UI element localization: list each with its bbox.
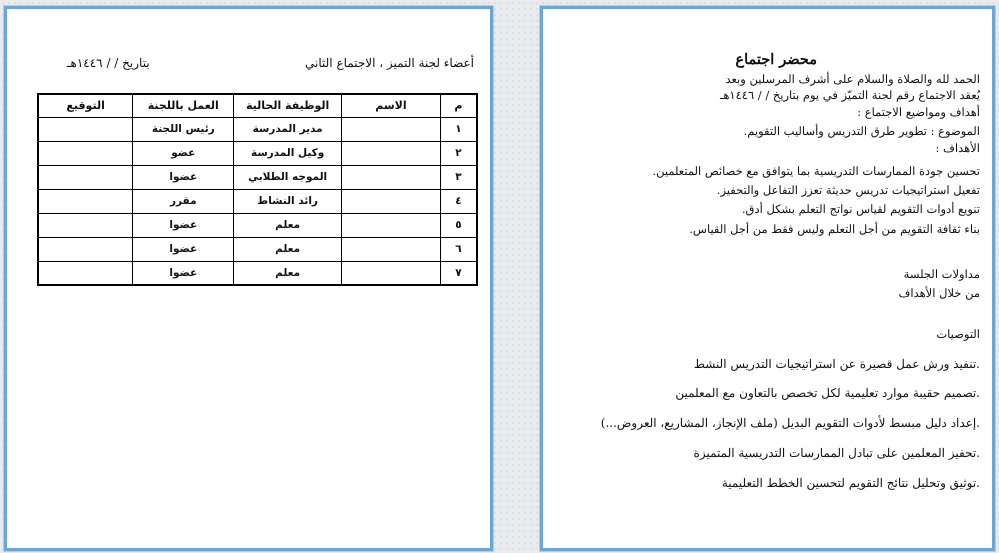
row-number: ٥: [440, 213, 477, 237]
member-job-cell: وكيل المدرسة: [234, 141, 342, 165]
recommendation-item: .تنفيذ ورش عمل قصيرة عن استراتيجيات التدريس النشط: [693, 357, 980, 371]
signature-cell[interactable]: [38, 117, 133, 141]
recommendation-item: .إعداد دليل مبسط لأدوات التقويم البديل (ملف الإنجاز، المشاريع، العروض...): [600, 416, 980, 430]
table-row: [38, 165, 477, 189]
row-number: ٦: [440, 237, 477, 261]
recommendation-item: .توثيق وتحليل نتائج التقويم لتحسين الخطط التعليمية: [721, 476, 980, 490]
member-job-cell: معلم: [234, 237, 342, 261]
deliberations-heading: مداولات الجلسة: [903, 267, 980, 281]
signature-cell[interactable]: [38, 141, 133, 165]
member-name-cell[interactable]: [341, 261, 440, 285]
member-role-cell: رئيس اللجنة: [133, 117, 234, 141]
table-row: [38, 117, 477, 141]
signature-cell[interactable]: [38, 213, 133, 237]
header-committee-role: العمل باللجنة: [133, 94, 234, 117]
members-table: [37, 93, 478, 286]
table-row: [38, 141, 477, 165]
table-row: [38, 213, 477, 237]
recommendation-item: .تصميم حقيبة موارد تعليمية لكل تخصص بالتعاون مع المعلمين: [675, 386, 980, 400]
recommendation-item: .تحفيز المعلمين على تبادل الممارسات التدريسية المتميزة: [693, 446, 980, 460]
signature-cell[interactable]: [38, 189, 133, 213]
meeting-info-line: يُعقد الاجتماع رقم لجنة التميّز في يوم بتاريخ / / ١٤٤٦هـ: [719, 88, 980, 102]
header-number: م: [440, 94, 477, 117]
header-job: الوظيفة الحالية: [234, 94, 342, 117]
row-number: ٣: [440, 165, 477, 189]
signature-cell[interactable]: [38, 261, 133, 285]
goal-item: تحسين جودة الممارسات التدريسية بما يتوافق مع خصائص المتعلمين.: [652, 164, 980, 178]
committee-title: أعضاء لجنة التميز ، الاجتماع الثاني: [305, 56, 474, 70]
member-job-cell: رائد النشاط: [234, 189, 342, 213]
goal-item: بناء ثقافة التقويم من أجل التعلم وليس فقط من أجل القياس.: [689, 222, 980, 236]
member-job-cell: الموجه الطلابي: [234, 165, 342, 189]
table-row: [38, 189, 477, 213]
members-page: [4, 6, 493, 551]
member-role-cell: مقرر: [133, 189, 234, 213]
member-name-cell[interactable]: [341, 117, 440, 141]
deliberations-text: من خلال الأهداف: [898, 286, 980, 300]
member-name-cell[interactable]: [341, 213, 440, 237]
table-header-row: [38, 94, 477, 117]
member-name-cell[interactable]: [341, 189, 440, 213]
agenda-heading: أهداف ومواضيع الاجتماع :: [857, 105, 980, 119]
row-number: ١: [440, 117, 477, 141]
signature-cell[interactable]: [38, 165, 133, 189]
member-role-cell: عضوا: [133, 165, 234, 189]
member-name-cell[interactable]: [341, 165, 440, 189]
row-number: ٤: [440, 189, 477, 213]
row-number: ٧: [440, 261, 477, 285]
member-job-cell: مدير المدرسة: [234, 117, 342, 141]
member-name-cell[interactable]: [341, 237, 440, 261]
minutes-title: محضر اجتماع: [735, 51, 817, 68]
recommendations-heading: التوصيات: [936, 327, 980, 341]
member-role-cell: عضوا: [133, 237, 234, 261]
signature-cell[interactable]: [38, 237, 133, 261]
table-row: [38, 261, 477, 285]
goal-item: تفعيل استراتيجيات تدريس حديثة تعزز التفاعل والتحفيز.: [716, 183, 980, 197]
table-row: [38, 237, 477, 261]
row-number: ٢: [440, 141, 477, 165]
member-role-cell: عضوا: [133, 213, 234, 237]
member-role-cell: عضو: [133, 141, 234, 165]
header-name: الاسم: [341, 94, 440, 117]
member-job-cell: معلم: [234, 261, 342, 285]
member-name-cell[interactable]: [341, 141, 440, 165]
member-job-cell: معلم: [234, 213, 342, 237]
goals-heading: الأهداف :: [935, 141, 980, 155]
minutes-page: [540, 6, 995, 551]
goal-item: تنويع أدوات التقويم لقياس نواتج التعلم بشكل أدق.: [741, 202, 980, 216]
header-signature: التوقيع: [38, 94, 133, 117]
topic-line: الموضوع : تطوير طرق التدريس وأساليب التقويم.: [743, 124, 980, 138]
opening-line: الحمد لله والصلاة والسلام على أشرف المرسلين وبعد: [725, 72, 980, 86]
members-header: [67, 56, 474, 70]
member-role-cell: عضوا: [133, 261, 234, 285]
meeting-date: بتاريخ / / ١٤٤٦هـ: [67, 56, 150, 70]
